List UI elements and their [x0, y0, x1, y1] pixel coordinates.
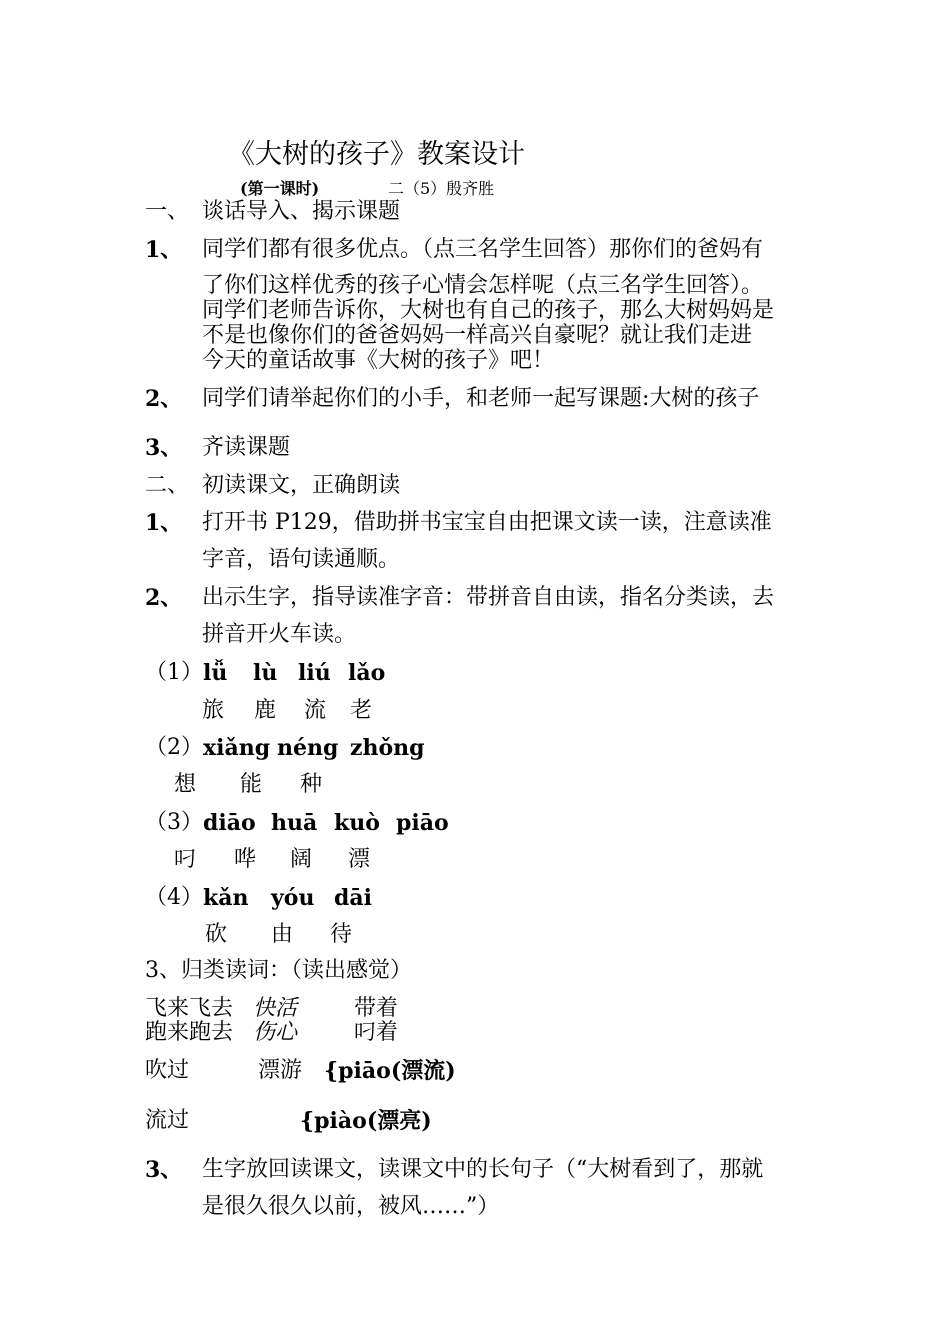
paragraph-line: 今天的童话故事《大树的孩子》吧！ — [202, 348, 555, 373]
paragraph-line: 打开书 P129，借助拼书宝宝自由把课文读一读，注意读准 — [202, 510, 772, 535]
word: 伤心 — [253, 1020, 298, 1045]
pinyin: xiǎng — [203, 735, 271, 761]
item-number: 2、 — [145, 585, 183, 611]
paragraph-line: 齐读课题 — [202, 435, 291, 460]
pinyin: liú — [298, 660, 331, 686]
character: 待 — [330, 922, 353, 947]
word: 漂游 — [258, 1058, 303, 1083]
paragraph-line: 是很久很久以前，被风……”） — [202, 1194, 500, 1219]
group-label: （1） — [145, 660, 203, 685]
word: 快活 — [253, 996, 298, 1021]
character: 由 — [271, 922, 294, 947]
pinyin: néng — [277, 735, 339, 761]
character: 砍 — [205, 922, 228, 947]
paragraph-line: 同学们请举起你们的小手，和老师一起写课题:大树的孩子 — [202, 386, 760, 411]
item-number: 1、 — [145, 510, 183, 536]
character: 想 — [174, 772, 197, 797]
paragraph-line: 字音，语句读通顺。 — [202, 547, 401, 572]
group-label: （2） — [145, 735, 203, 760]
words-heading: 3、归类读词：（读出感觉） — [145, 958, 412, 983]
item-number: 1、 — [145, 237, 183, 263]
word: 叼着 — [354, 1020, 399, 1045]
paragraph-line: 生字放回读课文，读课文中的长句子（“大树看到了，那就 — [202, 1157, 764, 1182]
character: 鹿 — [254, 698, 277, 723]
pinyin: diāo — [203, 810, 256, 836]
group-label: （4） — [145, 885, 203, 910]
paragraph-line: 同学们老师告诉你，大树也有自己的孩子，那么大树妈妈是 — [202, 298, 775, 323]
word: 飞来飞去 — [145, 996, 234, 1021]
section1-marker: 一、 — [145, 199, 190, 224]
pinyin-note: {piào(漂亮) — [300, 1108, 432, 1134]
item-number: 3、 — [145, 435, 183, 461]
word: 流过 — [145, 1108, 190, 1133]
pinyin: lǚ — [203, 660, 228, 686]
section2-marker: 二、 — [145, 473, 190, 498]
pinyin: lǎo — [348, 660, 386, 686]
paragraph-line: 同学们都有很多优点。（点三名学生回答）那你们的爸妈有 — [202, 237, 764, 262]
pinyin: huā — [271, 810, 318, 836]
pinyin: zhǒng — [350, 735, 425, 761]
section2-heading: 初读课文，正确朗读 — [202, 473, 401, 498]
pinyin: lù — [253, 660, 278, 686]
word: 跑来跑去 — [145, 1020, 234, 1045]
character: 哗 — [234, 847, 257, 872]
character: 老 — [350, 698, 373, 723]
character: 旅 — [202, 698, 225, 723]
character: 种 — [300, 772, 323, 797]
teacher-label: 二（5）殷齐胜 — [388, 179, 495, 198]
item-number: 2、 — [145, 386, 183, 412]
section1-heading: 谈话导入、揭示课题 — [202, 199, 401, 224]
paragraph-line: 不是也像你们的爸爸妈妈一样高兴自豪呢？就让我们走进 — [202, 323, 753, 348]
lesson-label: (第一课时) — [240, 179, 320, 198]
word: 带着 — [354, 996, 399, 1021]
pinyin: dāi — [334, 885, 372, 911]
group-label: （3） — [145, 810, 203, 835]
character: 阔 — [290, 847, 313, 872]
word: 吹过 — [145, 1058, 190, 1083]
pinyin: kǎn — [203, 885, 249, 911]
pinyin: kuò — [334, 810, 380, 836]
paragraph-line: 出示生字，指导读准字音：带拼音自由读，指名分类读，去 — [202, 585, 775, 610]
character: 能 — [240, 772, 263, 797]
character: 叼 — [174, 847, 197, 872]
page-title: 《大树的孩子》教案设计 — [228, 139, 525, 170]
character: 漂 — [348, 847, 371, 872]
pinyin-note: {piāo(漂流) — [324, 1058, 456, 1084]
character: 流 — [304, 698, 327, 723]
pinyin: yóu — [271, 885, 315, 911]
item-number: 3、 — [145, 1157, 183, 1183]
paragraph-line: 拼音开火车读。 — [202, 622, 357, 647]
paragraph-line: 了你们这样优秀的孩子心情会怎样呢（点三名学生回答）。 — [202, 273, 764, 298]
pinyin: piāo — [396, 810, 449, 836]
